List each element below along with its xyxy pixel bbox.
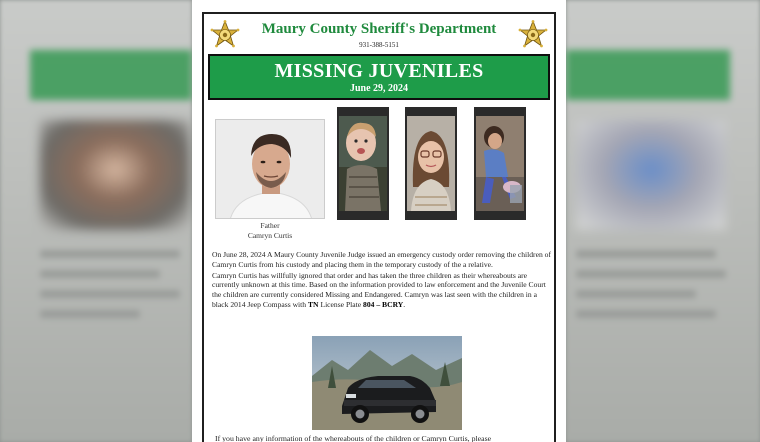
banner-date: June 29, 2024 xyxy=(349,83,409,94)
missing-banner xyxy=(208,54,550,100)
department-phone: 931-388-5151 xyxy=(359,41,399,49)
child-photo-1 xyxy=(337,107,389,220)
child-photo-3 xyxy=(474,107,526,220)
missing-flyer xyxy=(192,0,566,442)
banner-title: MISSING JUVENILES xyxy=(274,60,484,82)
child-photo-2 xyxy=(405,107,457,220)
department-name: Maury County Sheriff's Department xyxy=(261,21,497,37)
father-photo xyxy=(215,119,325,219)
body-paragraph-2 xyxy=(212,271,552,310)
background-left-blur xyxy=(0,0,192,442)
license-state: TN xyxy=(307,299,319,309)
sheriff-star-icon xyxy=(518,20,548,50)
flyer-body xyxy=(212,250,552,311)
flyer-border xyxy=(202,12,556,442)
body-paragraph-2-end: . xyxy=(403,299,406,309)
background-right-blur xyxy=(566,0,760,442)
footer-text: If you have any information of the whereabouts of the children or Camryn Curtis, please xyxy=(215,434,492,442)
father-caption-role: Father xyxy=(260,221,280,230)
license-plate: 804 – BCRY xyxy=(363,299,404,309)
body-paragraph-2-text: Camryn Curtis has willfully ignored that order and has taken the three children as their whereabouts are currently unknown at this time. Based on the information provided to law enforcement and the Juvenile Court the children are currently considered Missing and Endangered. Camryn was last seen with the children in a black 2014 Jeep Compass with xyxy=(212,270,546,309)
vehicle-photo xyxy=(312,336,462,430)
father-caption-name: Camryn Curtis xyxy=(247,231,293,240)
body-paragraph-2-plate-label: License Plate xyxy=(320,299,364,309)
body-paragraph-1: On June 28, 2024 A Maury County Juvenile Judge issued an emergency custody order removing the children of Camryn Curtis from his custody and placing them in the temporary custody of the a relative. xyxy=(212,250,551,269)
